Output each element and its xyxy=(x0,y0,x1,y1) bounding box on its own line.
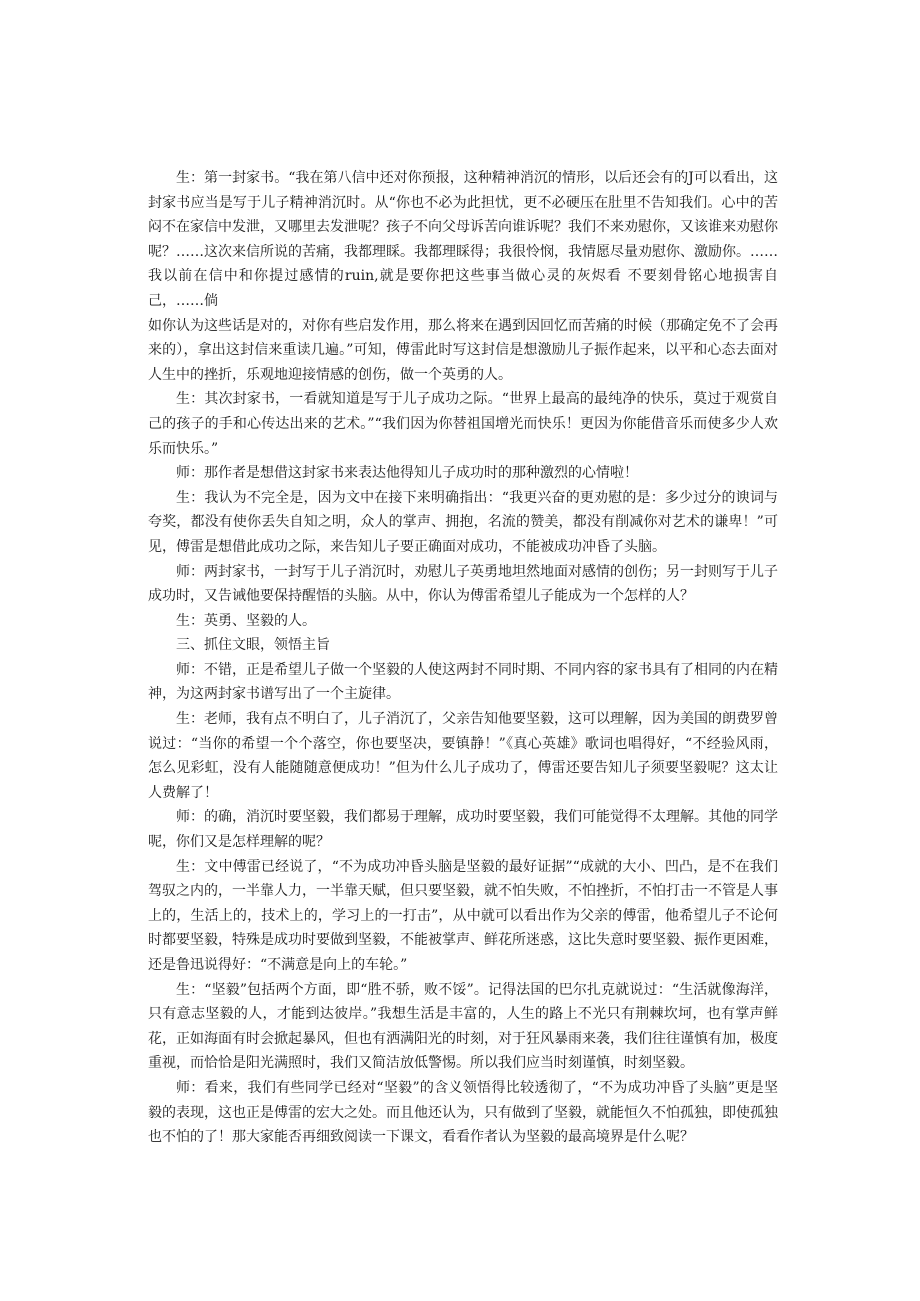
paragraph-13: 生：“坚毅”包括两个方面，即“胜不骄，败不馁”。记得法国的巴尔扎克就说过：“生活就像海洋，只有意志坚毅的人，才能到达彼岸。”我想生活是丰富的，人生的路上不光只有荆棘坎坷，也有掌声鲜花，正如海面有时会掀起暴风，但也有洒满阳光的时刻，对于狂风暴雨来袭，我们往往谨慎有加，极度重视，而恰恰是阳光满照时，我们又简洁放低警惕。所以我们应当时刻谨慎，时刻坚毅。 xyxy=(148,981,778,1072)
paragraph-9: 师：不错，正是希望儿子做一个坚毅的人使这两封不同时期、不同内容的家书具有了相同的内在精神，为这两封家书谱写出了一个主旋律。 xyxy=(148,661,778,703)
paragraph-5: 生：我认为不完全是，因为文中在接下来明确指出：“我更兴奋的更劝慰的是：多少过分的谀词与夸奖，都没有使你丢失自知之明，众人的掌声、拥抱，名流的赞美，都没有削减你对艺术的谦卑！”可见，傅雷是想借此成功之际，来告知儿子要正确面对成功，不能被成功冲昏了头脑。 xyxy=(148,489,778,555)
paragraph-1: 生：第一封家书。“我在第八信中还对你预报，这种精神消沉的情形，以后还会有的J可以看出，这封家书应当是写于儿子精神消沉时。从“你也不必为此担忧，更不必硬压在肚里不告知我们。心中的苦闷不在家信中发泄，又哪里去发泄呢？孩子不向父母诉苦向谁诉呢？我们不来劝慰你，又该谁来劝慰你呢？……这次来信所说的苦痛，我都理睬。我都理睬得；我很怜悯，我情愿尽量劝慰你、激励你。……我以前在信中和你提过感情的ruin,就是要你把这些事当做心灵的灰烬看 不要刻骨铭心地损害自己，……倘 xyxy=(148,170,778,309)
paragraph-3: 生：其次封家书，一看就知道是写于儿子成功之际。“世界上最高的最纯净的快乐，莫过于观赏自己的孩子的手和心传达出来的艺术。”“我们因为你替祖国增光而快乐！更因为你能借音乐而使多少人欢乐而快乐。” xyxy=(148,391,778,457)
section-heading: 三、抓住文眼，领悟主旨 xyxy=(176,637,330,654)
paragraph-12: 生：文中傅雷已经说了，“不为成功冲昏头脑是坚毅的最好证据”“成就的大小、凹凸，是不在我们驾驭之内的，一半靠人力，一半靠天赋，但只要坚毅，就不怕失败，不怕挫折，不怕打击一不管是人事上的，生活上的，技术上的，学习上的一打击”，从中就可以看出作为父亲的傅雷，他希望儿子不论何时都要坚毅，特殊是成功时要做到坚毅，不能被掌声、鲜花所迷惑，这比失意时要坚毅、振作更困难，还是鲁迅说得好：“不满意是向上的车轮。” xyxy=(148,858,778,973)
document-body xyxy=(148,166,778,1150)
paragraph-10: 生：老师，我有点不明白了，儿子消沉了，父亲告知他要坚毅，这可以理解，因为美国的朗费罗曾说过：“当你的希望一个个落空，你也要坚决，要镇静！”《真心英雄》歌词也唱得好，“不经验风雨，怎么见彩虹，没有人能随随意便成功！”但为什么儿子成功了，傅雷还要告知儿子须要坚毅呢？这太让人费解了！ xyxy=(148,711,778,801)
paragraph-4: 师：那作者是想借这封家书来表达他得知儿子成功时的那种激烈的心情啦！ xyxy=(176,465,638,482)
paragraph-2: 如你认为这些话是对的，对你有些启发作用，那么将来在遇到因回忆而苦痛的时候（那确定免不了会再来的），拿出这封信来重读几遍。”可知，傅雷此时写这封信是想激励儿子振作起来，以平和心态去面对人生中的挫折，乐观地迎接情感的创伤，做一个英勇的人。 xyxy=(148,317,778,383)
paragraph-7: 生：英勇、坚毅的人。 xyxy=(176,612,316,629)
paragraph-14: 师：看来，我们有些同学已经对“坚毅”的含义领悟得比较透彻了，“不为成功冲昏了头脑”更是坚毅的表现，这也正是傅雷的宏大之处。而且他还认为，只有做到了坚毅，就能恒久不怕孤独，即使孤独也不怕的了！那大家能否再细致阅读一下课文，看看作者认为坚毅的最高境界是什么呢？ xyxy=(148,1079,778,1146)
paragraph-11: 师：的确，消沉时要坚毅，我们都易于理解，成功时要坚毅，我们可能觉得不太理解。其他的同学呢，你们又是怎样理解的呢？ xyxy=(148,809,778,851)
paragraph-6: 师：两封家书，一封写于儿子消沉时，劝慰儿子英勇地坦然地面对感情的创伤；另一封则写于儿子成功时，又告诫他要保持醒悟的头脑。从中，你认为傅雷希望儿子能成为一个怎样的人？ xyxy=(148,563,778,605)
